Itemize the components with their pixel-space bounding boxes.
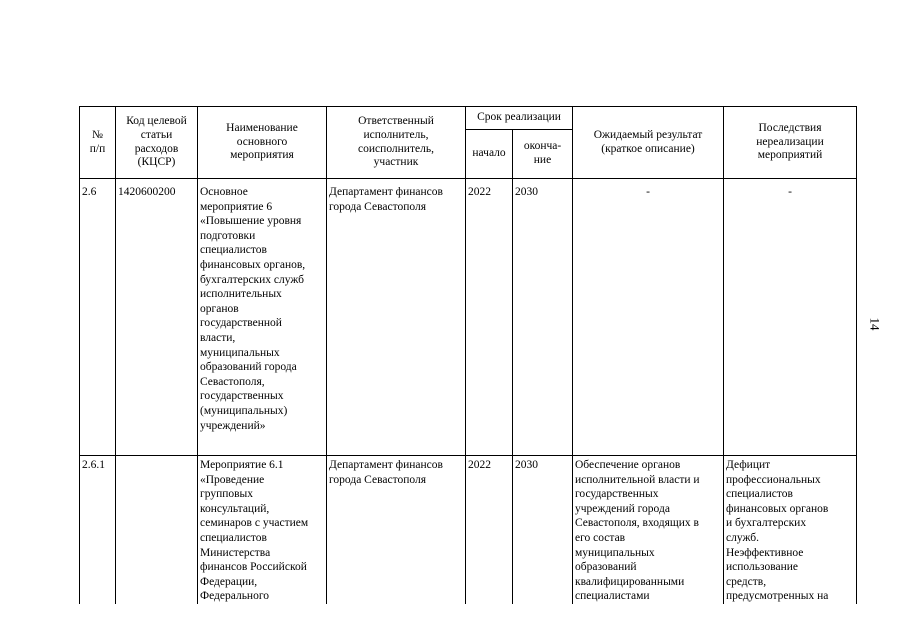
cell-num: 2.6.1 [80,456,116,605]
cell-responsible: Департамент финансов города Севастополя [327,456,466,605]
cell-result: - [573,179,724,456]
table-row [80,179,857,456]
col-header-result: Ожидаемый результат (краткое описание) [573,107,724,179]
cell-code [116,456,198,605]
cell-start: 2022 [466,179,513,456]
col-header-period: Срок реализации [466,107,573,130]
page-number: 14 [867,317,883,331]
col-header-consequences: Последствия нереализации мероприятий [724,107,857,179]
cell-consequences: - [724,179,857,456]
header-row [80,107,857,130]
cell-start: 2022 [466,456,513,605]
cell-name: Основное мероприятие 6 «Повышение уровня подготовки специалистов финансовых органов, бухгалтерских служб исполнительных органов государственной власти, муниципальных образований города Севастополя, государственных (муниципальных) учреждений» [198,179,327,456]
activities-table [79,106,857,604]
cell-responsible: Департамент финансов города Севастополя [327,179,466,456]
col-header-name: Наименование основного мероприятия [198,107,327,179]
col-header-start: начало [466,130,513,179]
cell-result: Обеспечение органов исполнительной власти и государственных учреждений города Севастополя, входящих в его состав муниципальных образований квалифицированными специалистами [573,456,724,605]
cell-end: 2030 [513,456,573,605]
cell-consequences: Дефицит профессиональных специалистов финансовых органов и бухгалтерских служб. Неэффективное использование средств, предусмотренных на [724,456,857,605]
col-header-responsible: Ответственный исполнитель, соисполнитель, участник [327,107,466,179]
col-header-code: Код целевой статьи расходов (КЦСР) [116,107,198,179]
table-row [80,456,857,605]
cell-end: 2030 [513,179,573,456]
cell-code: 1420600200 [116,179,198,456]
col-header-num: № п/п [80,107,116,179]
col-header-end: оконча- ние [513,130,573,179]
cell-num: 2.6 [80,179,116,456]
cell-name: Мероприятие 6.1 «Проведение групповых консультаций, семинаров с участием специалистов Министерства финансов Российской Федерации, Федерального [198,456,327,605]
